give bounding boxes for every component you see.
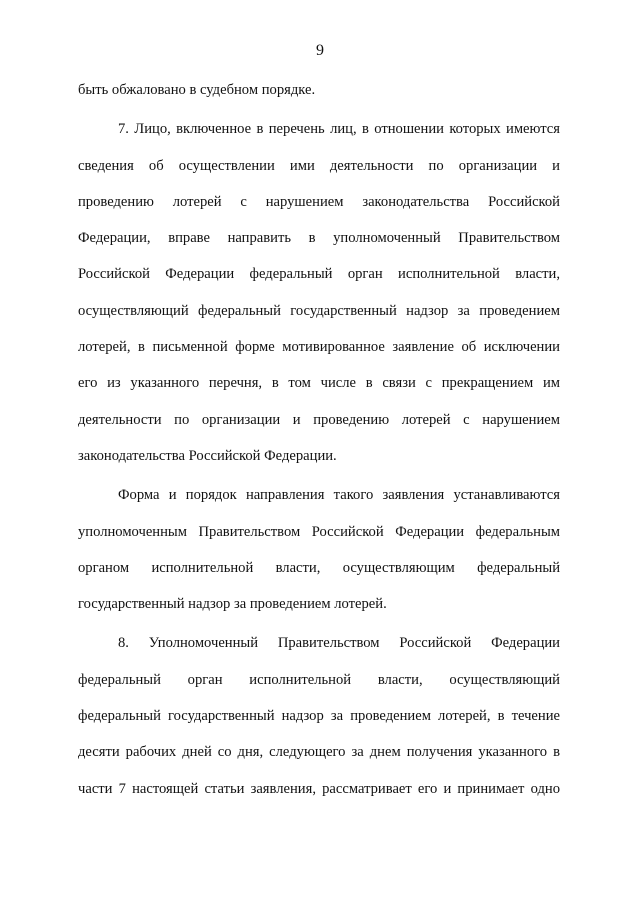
text-line: осуществляющий федеральный государственный надзор за проведением [78,302,560,319]
document-body [78,72,560,807]
text-line: части 7 настоящей статьи заявления, рассматривает его и принимает одно [78,780,560,797]
page-number: 9 [316,42,324,59]
paragraph-continuation [78,72,560,108]
text-line: деятельности по организации и проведению лотерей с нарушением [78,411,560,428]
text-line: федеральный государственный надзор за проведением лотерей, в течение [78,708,560,725]
text-line: законодательства Российской Федерации. [78,447,337,464]
text-line: федеральный орган исполнительной власти, осуществляющий [78,671,560,688]
text-line: быть обжаловано в судебном порядке. [78,82,316,98]
text-line: государственный надзор за проведением лотерей. [78,596,387,613]
paragraph-clause-7 [78,111,560,474]
text-line: органом исполнительной власти, осуществляющим федеральный [78,559,560,576]
text-line: его из указанного перечня, в том числе в связи с прекращением им [78,375,560,392]
text-line: сведения об осуществлении ими деятельности по организации и [78,157,560,174]
text-line: 8. Уполномоченный Правительством Российской Федерации [118,635,560,652]
text-line: уполномоченным Правительством Российской Федерации федеральным [78,523,560,540]
text-line: Федерации, вправе направить в уполномоченный Правительством [78,230,560,247]
paragraph-clause-8 [78,625,560,806]
text-line: Форма и порядок направления такого заявления устанавливаются [118,487,560,504]
text-line: десяти рабочих дней со дня, следующего за днем получения указанного в [78,744,560,761]
text-line: 7. Лицо, включенное в перечень лиц, в отношении которых имеются [118,121,560,138]
text-line: лотерей, в письменной форме мотивированное заявление об исключении [78,339,560,356]
text-line: проведению лотерей с нарушением законодательства Российской [78,193,560,210]
paragraph-form-and-procedure [78,477,560,622]
text-line: Российской Федерации федеральный орган исполнительной власти, [78,266,560,283]
